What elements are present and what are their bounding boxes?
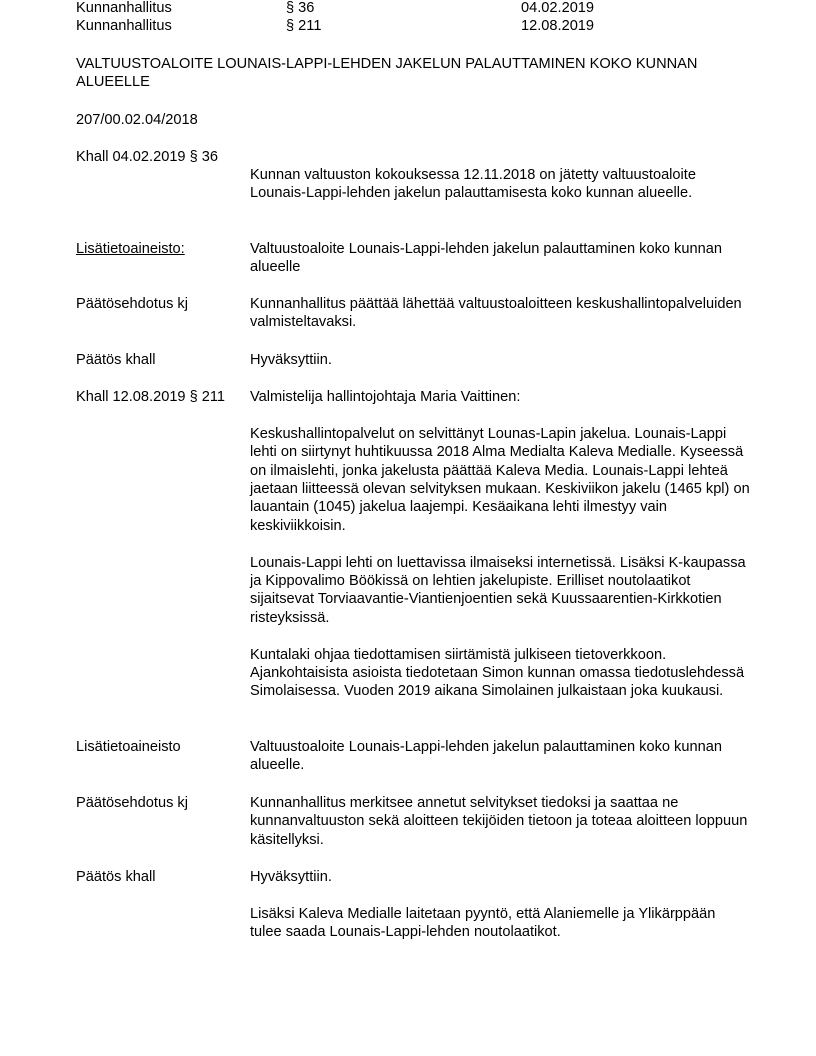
document-title: VALTUUSTOALOITE LOUNAIS-LAPPI-LEHDEN JAKELUN PALAUTTAMINEN KOKO KUNNAN ALUEELLE <box>76 56 698 91</box>
header-section-1: § 36 <box>286 0 315 16</box>
decision-1-label: Päätös khall <box>76 352 156 368</box>
header-body-1: Kunnanhallitus <box>76 0 172 16</box>
header-row-2 <box>76 17 776 35</box>
proposal-2-label: Päätösehdotus kj <box>76 795 188 811</box>
decision-2-label: Päätös khall <box>76 869 156 885</box>
info-2-text: Valtuustoaloite Lounais-Lappi-lehden jakelun palauttaminen koko kunnan alueelle. <box>250 739 722 774</box>
header-date-2: 12.08.2019 <box>521 18 595 34</box>
header-section-2: § 211 <box>286 18 322 34</box>
meeting-2-paragraph-2: Lounais-Lappi lehti on luettavissa ilmaiseksi internetissä. Lisäksi K-kaupassa ja Kippovalimo Böökissä on lehtien jakelupiste. Erilliset noutolaatikot sijaitsevat Torviaavantie-Viantienjoentien sekä Kuussaarentien-Kirkkotien risteyksissä. <box>250 554 746 626</box>
decision-2-paragraph-1: Hyväksyttiin. <box>250 869 332 885</box>
header-row-1 <box>76 0 776 17</box>
info-2-label: Lisätietoaineisto <box>76 739 181 755</box>
proposal-1-text: Kunnanhallitus päättää lähettää valtuustoaloitteen keskushallintopalveluiden valmisteltavaksi. <box>250 296 742 331</box>
decision-1-text: Hyväksyttiin. <box>250 352 332 368</box>
decision-2-paragraph-2: Lisäksi Kaleva Medialle laitetaan pyyntö, että Alaniemelle ja Ylikärppään tulee saada Lounais-Lappi-lehden noutolaatikot. <box>250 905 716 941</box>
meeting-2-paragraph-3: Kuntalaki ohjaa tiedottamisen siirtämistä julkiseen tietoverkkoon. Ajankohtaisista asioista tiedotetaan Simon kunnan omassa tiedotuslehdessä Simolaisessa. Vuoden 2019 aikana Simolainen julkaistaan joka kuukausi. <box>250 646 745 700</box>
proposal-1-label: Päätösehdotus kj <box>76 296 188 312</box>
diary-number: 207/00.02.04/2018 <box>76 112 198 128</box>
header-date-1: 04.02.2019 <box>521 0 595 16</box>
decision-2-content <box>250 868 750 942</box>
info-1-text: Valtuustoaloite Lounais-Lappi-lehden jakelun palauttaminen koko kunnan alueelle <box>250 241 722 276</box>
proposal-2-text: Kunnanhallitus merkitsee annetut selvitykset tiedoksi ja saattaa ne kunnanvaltuuston sekä aloitteen tekijöiden tietoon ja toteaa aloitteen loppuun käsitellyksi. <box>250 795 748 848</box>
meeting-2-content <box>250 388 750 701</box>
info-1-label: Lisätietoaineisto: <box>76 241 185 257</box>
meeting-2-preparer: Valmistelija hallintojohtaja Maria Vaittinen: <box>250 389 521 405</box>
meeting-1-label: Khall 04.02.2019 § 36 <box>76 149 219 165</box>
meeting-2-paragraph-1: Keskushallintopalvelut on selvittänyt Lounas-Lapin jakelua. Lounais-Lappi lehti on siirtynyt huhtikuussa 2018 Alma Medialta Kaleva Medialle. Kyseessä on ilmaislehti, jonka jakelusta päättää Kaleva Media. Lounais-Lappi lehteä jaetaan liitteessä olevan selvityksen mukaan. Keskiviikon jakelu (1465 kpl) on lauantain (1045) jakelua laajempi. Kesäaikana lehti ilmestyy vain keskiviikkoisin. <box>250 425 750 534</box>
meeting-1-text: Kunnan valtuuston kokouksessa 12.11.2018 on jätetty valtuustoaloite Lounais-Lappi-lehden jakelun palauttamisesta koko kunnan alueelle. <box>250 167 696 202</box>
meeting-2-label: Khall 12.08.2019 § 211 <box>76 389 226 405</box>
header-body-2: Kunnanhallitus <box>76 18 172 34</box>
